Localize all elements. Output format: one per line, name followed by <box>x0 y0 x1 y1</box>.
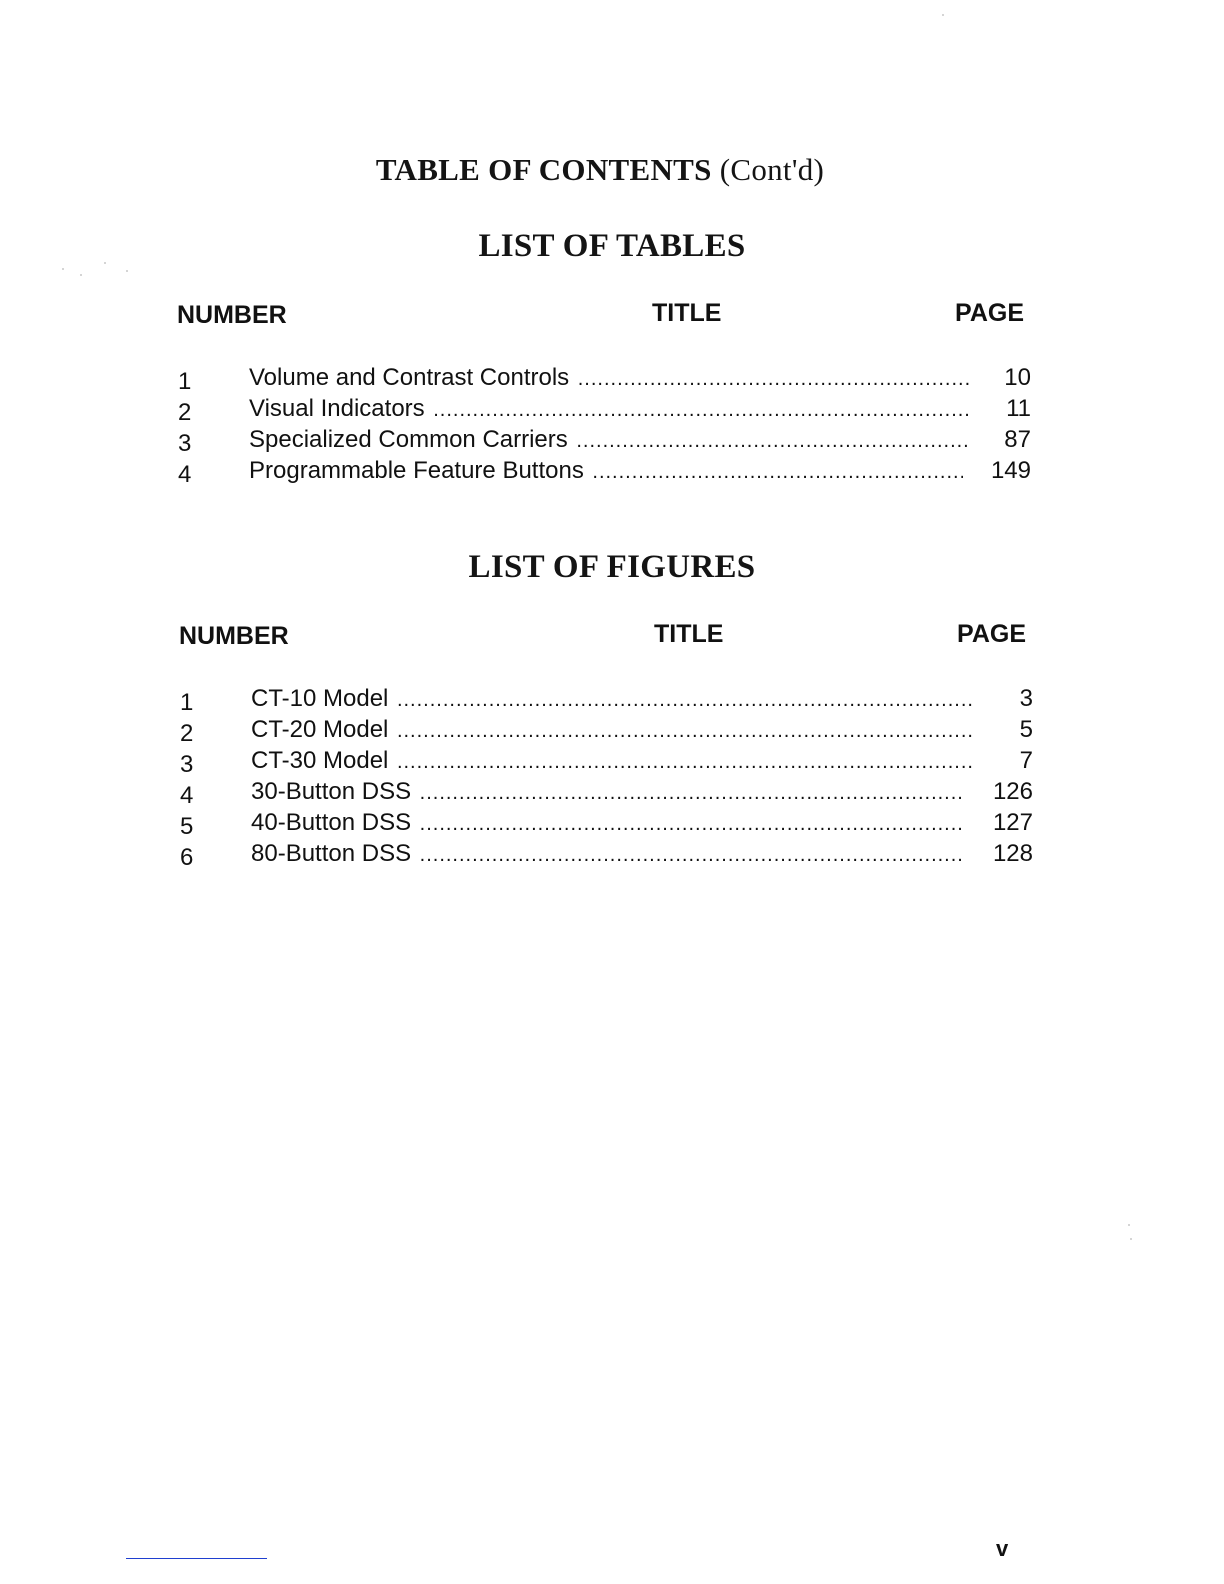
entry-title: CT-10 Model <box>251 685 389 712</box>
entry-number: 6 <box>180 844 194 871</box>
scan-speck <box>126 270 128 272</box>
entry-number: 1 <box>178 368 192 395</box>
scan-speck <box>1128 1224 1130 1226</box>
entry-title: 80-Button DSS <box>251 840 412 867</box>
entry-page: 3 <box>1019 685 1033 712</box>
entry-title-leader <box>251 745 973 778</box>
list-of-figures <box>178 683 1033 869</box>
entry-page: 127 <box>992 809 1033 836</box>
figures-number-column-header: NUMBER <box>179 622 289 650</box>
table-entry <box>176 393 1031 424</box>
entry-title: CT-20 Model <box>251 716 389 743</box>
entry-title-leader <box>251 776 963 809</box>
figure-entry <box>178 807 1033 838</box>
entry-title: Visual Indicators <box>249 395 425 422</box>
table-entry <box>176 424 1031 455</box>
figure-entry <box>178 776 1033 807</box>
entry-title: Programmable Feature Buttons <box>249 457 584 484</box>
tables-number-column-header: NUMBER <box>177 301 287 329</box>
entry-title-leader <box>249 424 971 457</box>
entry-page: 10 <box>1004 364 1031 391</box>
page-title-suffix: (Cont'd) <box>719 152 825 187</box>
entry-page: 5 <box>1019 716 1033 743</box>
page-number: v <box>996 1536 1009 1561</box>
entry-title: 30-Button DSS <box>251 778 412 805</box>
entry-title-leader <box>249 362 971 395</box>
tables-page-column-header: PAGE <box>955 299 1024 327</box>
figures-page-column-header: PAGE <box>957 620 1026 648</box>
list-of-tables <box>176 362 1031 486</box>
figure-entry <box>178 714 1033 745</box>
page-title <box>0 152 1200 188</box>
page-title-text: TABLE OF CONTENTS <box>375 152 712 187</box>
entry-page: 7 <box>1019 747 1033 774</box>
entry-number: 4 <box>178 461 192 488</box>
figure-entry <box>178 683 1033 714</box>
entry-title-leader <box>251 683 973 716</box>
entry-page: 126 <box>992 778 1033 805</box>
entry-page: 11 <box>1006 395 1031 422</box>
entry-title: Specialized Common Carriers <box>249 426 568 453</box>
entry-number: 4 <box>180 782 194 809</box>
entry-title-leader <box>249 455 963 488</box>
figures-title-column-header: TITLE <box>654 620 724 648</box>
entry-title-leader <box>249 393 971 426</box>
entry-number: 1 <box>180 689 194 716</box>
entry-title: CT-30 Model <box>251 747 389 774</box>
scan-speck <box>1130 1238 1132 1240</box>
entry-title: Volume and Contrast Controls <box>249 364 570 391</box>
entry-title: 40-Button DSS <box>251 809 412 836</box>
tables-title-column-header: TITLE <box>652 299 722 327</box>
entry-number: 2 <box>180 720 194 747</box>
entry-number: 2 <box>178 399 192 426</box>
figure-entry <box>178 745 1033 776</box>
figure-entry <box>178 838 1033 869</box>
table-entry <box>176 455 1031 486</box>
entry-number: 3 <box>180 751 194 778</box>
entry-title-leader <box>251 807 963 840</box>
scan-speck <box>942 14 944 16</box>
entry-title-leader <box>251 714 973 747</box>
entry-page: 128 <box>992 840 1033 867</box>
scan-speck <box>80 274 82 276</box>
entry-number: 5 <box>180 813 194 840</box>
entry-page: 87 <box>1004 426 1031 453</box>
footer-rule <box>126 1558 267 1559</box>
entry-title-leader <box>251 838 963 871</box>
list-of-figures-heading: LIST OF FIGURES <box>468 549 756 585</box>
table-entry <box>176 362 1031 393</box>
scan-speck <box>104 262 106 264</box>
entry-page: 149 <box>990 457 1031 484</box>
list-of-tables-heading: LIST OF TABLES <box>478 228 746 264</box>
entry-number: 3 <box>178 430 192 457</box>
scan-speck <box>62 268 64 270</box>
